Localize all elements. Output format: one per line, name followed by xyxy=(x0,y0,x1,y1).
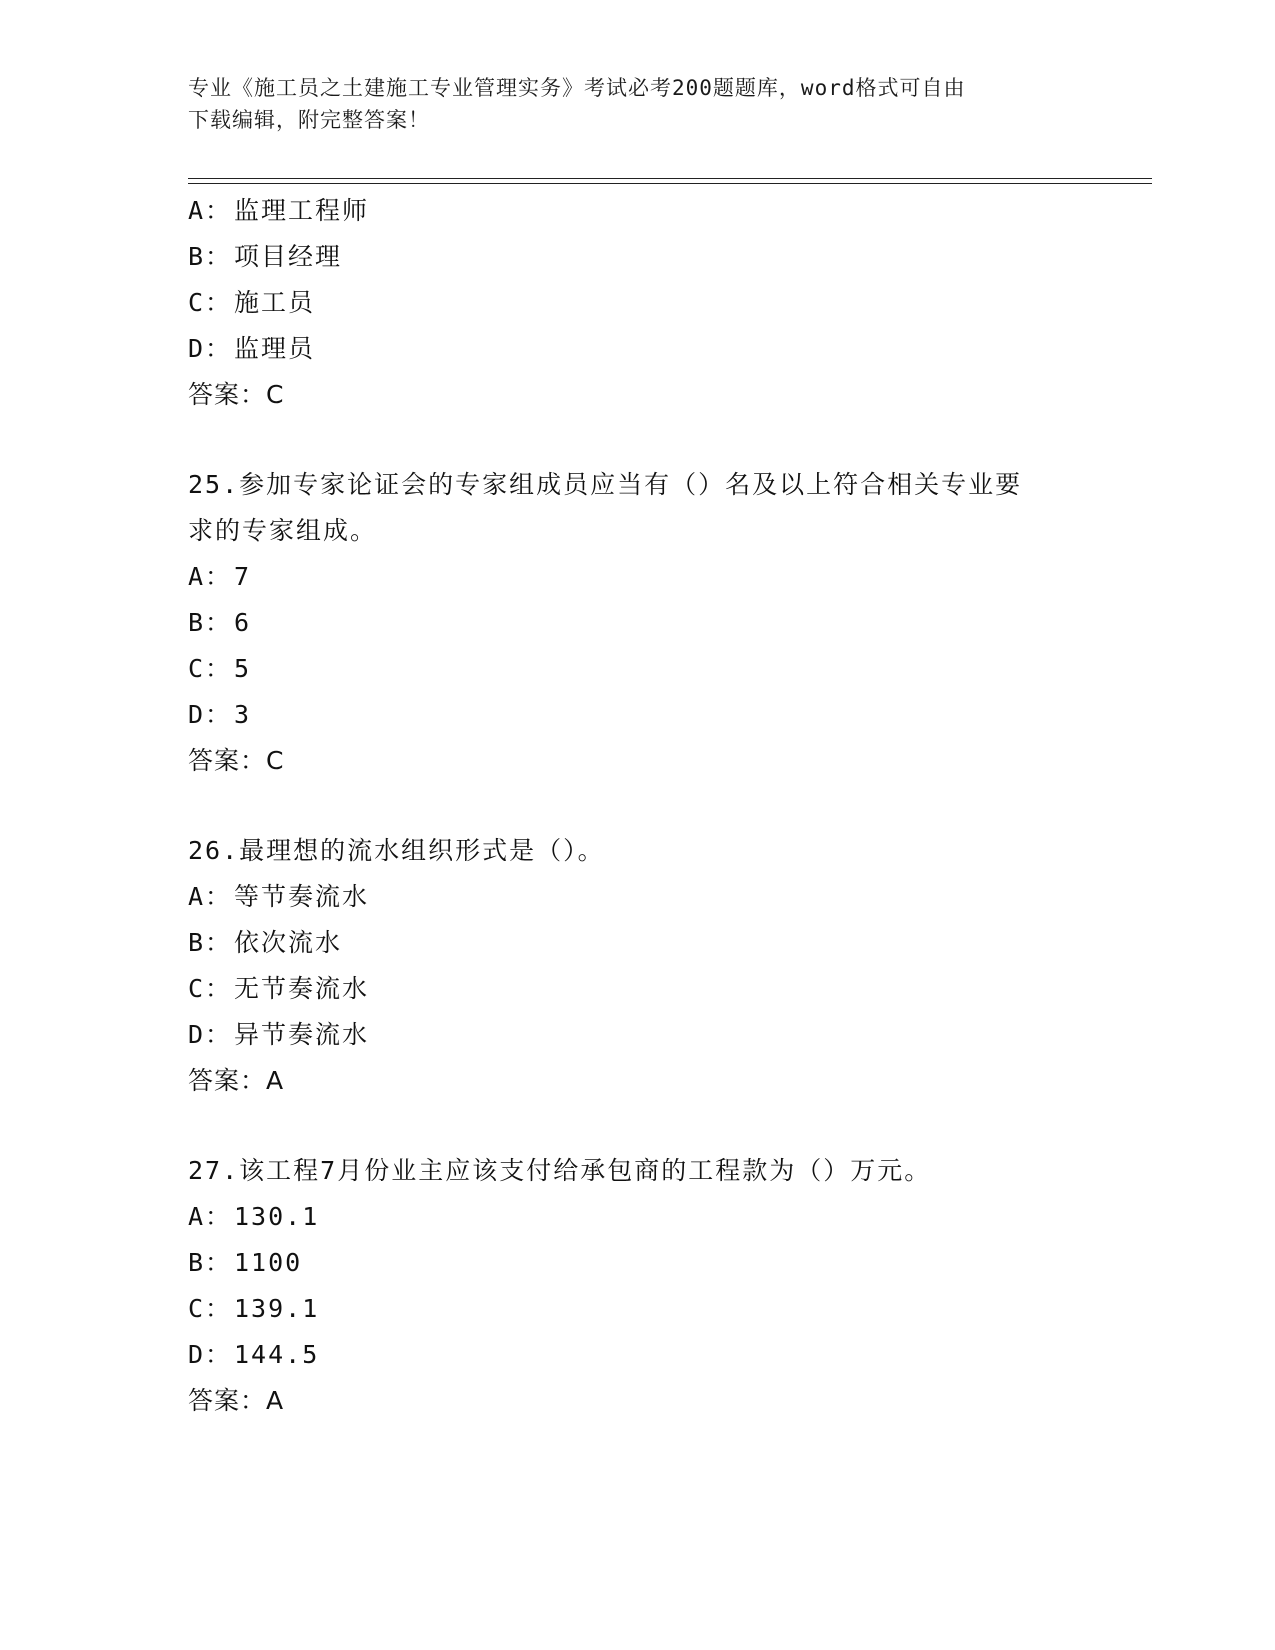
answer-line: 答案：A xyxy=(188,1066,285,1095)
option-b: B：1100 xyxy=(188,1248,303,1277)
option-b: B：6 xyxy=(188,608,252,637)
option-d: D：异节奏流水 xyxy=(188,1020,370,1049)
question-block-25 xyxy=(188,462,1108,784)
question-block-26 xyxy=(188,828,1108,1104)
option-c: C：施工员 xyxy=(188,288,316,317)
question-list xyxy=(188,188,1108,1424)
header-divider-bottom xyxy=(188,183,1152,184)
question-gap xyxy=(188,1104,1108,1148)
question-gap xyxy=(188,784,1108,828)
answer-line: 答案：C xyxy=(188,746,285,775)
header-line-2: 下载编辑，附完整答案！ xyxy=(188,108,430,132)
question-stem: 27.该工程7月份业主应该支付给承包商的工程款为（）万元。 xyxy=(188,1156,932,1185)
option-a: A：监理工程师 xyxy=(188,196,370,225)
question-stem-line-1: 25.参加专家论证会的专家组成员应当有（）名及以上符合相关专业要 xyxy=(188,470,1023,499)
question-block-27 xyxy=(188,1148,1108,1424)
option-b: B：项目经理 xyxy=(188,242,343,271)
answer-line: 答案：A xyxy=(188,1386,285,1415)
option-c: C：139.1 xyxy=(188,1294,320,1323)
option-a: A：130.1 xyxy=(188,1202,320,1231)
question-gap xyxy=(188,418,1108,462)
option-d: D：监理员 xyxy=(188,334,316,363)
option-a: A：7 xyxy=(188,562,252,591)
option-d: D：144.5 xyxy=(188,1340,320,1369)
option-b: B：依次流水 xyxy=(188,928,343,957)
question-block-continued xyxy=(188,188,1108,418)
option-c: C：无节奏流水 xyxy=(188,974,370,1003)
question-stem-line-2: 求的专家组成。 xyxy=(188,516,378,545)
option-d: D：3 xyxy=(188,700,252,729)
header-line-1: 专业《施工员之土建施工专业管理实务》考试必考200题题库，word格式可自由 xyxy=(188,76,966,100)
question-stem: 26.最理想的流水组织形式是（）。 xyxy=(188,836,605,865)
answer-line: 答案：C xyxy=(188,380,285,409)
header-divider-top xyxy=(188,178,1152,179)
option-c: C：5 xyxy=(188,654,252,683)
document-header xyxy=(188,72,1088,136)
option-a: A：等节奏流水 xyxy=(188,882,370,911)
